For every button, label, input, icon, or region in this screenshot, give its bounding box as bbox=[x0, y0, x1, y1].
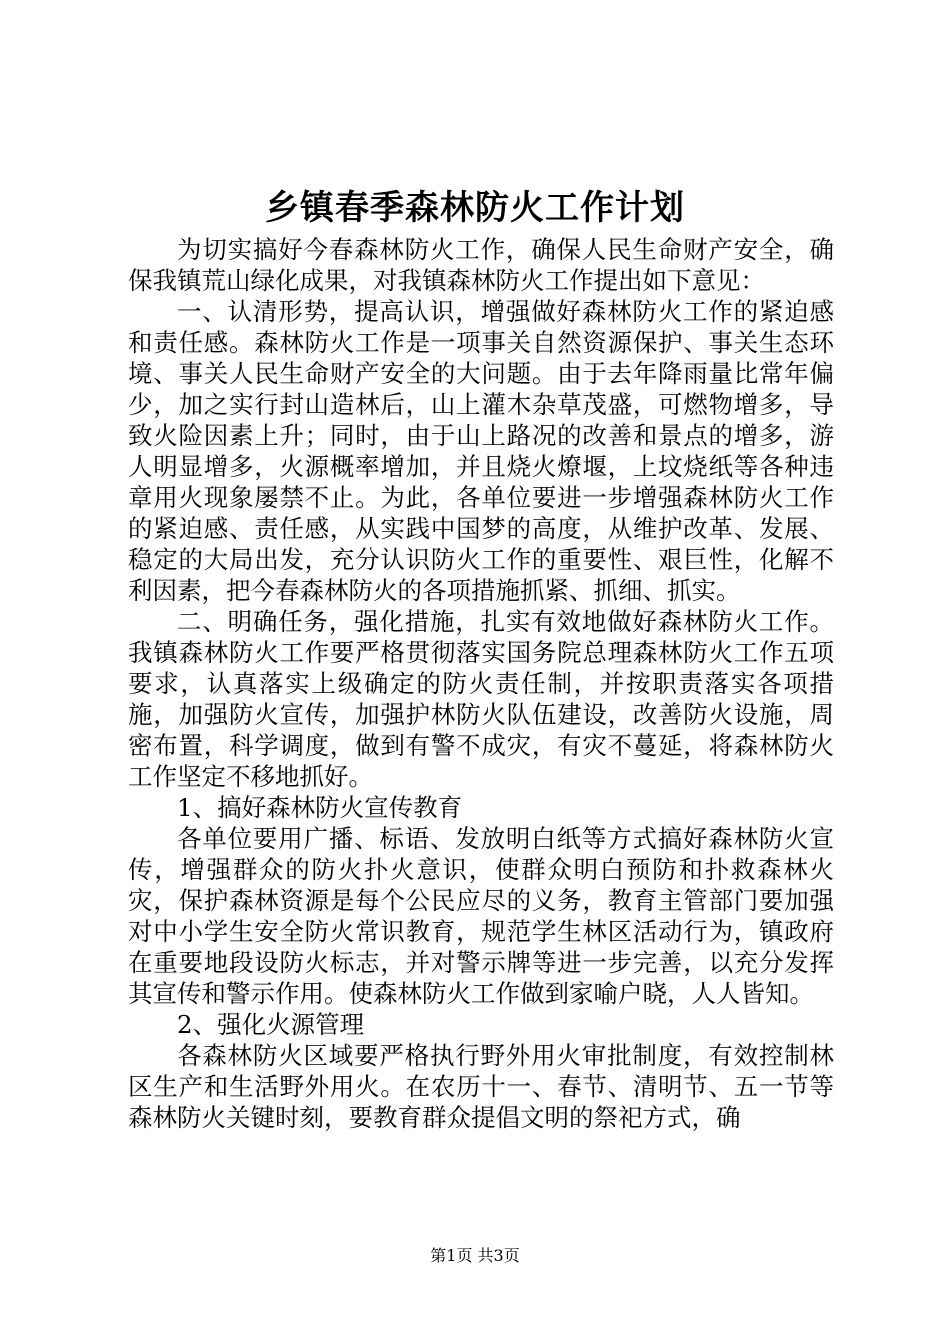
page-footer: 第1页 共3页 bbox=[430, 1246, 520, 1265]
paragraph-section-1: 一、认清形势，提高认识，增强做好森林防火工作的紧迫感和责任感。森林防火工作是一项事关自然资源保护、事关生态环境、事关人民生命财产安全的大问题。由于去年降雨量比常年偏少，加之实行封山造林后，山上灌木杂草茂盛，可燃物增多，导致火险因素上升；同时，由于山上路况的改善和景点的增多，游人明显增多，火源概率增加，并且烧火燎堰，上坟烧纸等各种违章用火现象屡禁不止。为此，各单位要进一步增强森林防火工作的紧迫感、责任感，从实践中国梦的高度，从维护改革、发展、稳定的大局出发，充分认识防火工作的重要性、艰巨性，化解不利因素，把今春森林防火的各项措施抓紧、抓细、抓实。 bbox=[128, 297, 834, 605]
subheading-publicity: 1、搞好森林防火宣传教育 bbox=[177, 793, 463, 822]
document-title: 乡镇春季森林防火工作计划 bbox=[265, 188, 685, 228]
paragraph-section-2: 二、明确任务，强化措施，扎实有效地做好森林防火工作。我镇森林防火工作要严格贯彻落实国务院总理森林防火工作五项要求，认真落实上级确定的防火责任制，并按职责落实各项措施，加强防火宣传，加强护林防火队伍建设，改善防火设施，周密布置，科学调度，做到有警不成灾，有灾不蔓延，将森林防火工作坚定不移地抓好。 bbox=[128, 607, 834, 791]
subheading-fire-source: 2、强化火源管理 bbox=[177, 1010, 365, 1039]
paragraph-publicity: 各单位要用广播、标语、发放明白纸等方式搞好森林防火宣传，增强群众的防火扑火意识，使群众明白预防和扑救森林火灾，保护森林资源是每个公民应尽的义务，教育主管部门要加强对中小学生安全防火常识教育，规范学生林区活动行为，镇政府在重要地段设防火标志，并对警示牌等进一步完善，以充分发挥其宣传和警示作用。使森林防火工作做到家喻户晓，人人皆知。 bbox=[128, 824, 834, 1008]
paragraph-intro: 为切实搞好今春森林防火工作，确保人民生命财产安全，确保我镇荒山绿化成果，对我镇森林防火工作提出如下意见： bbox=[128, 235, 834, 295]
paragraph-fire-source: 各森林防火区域要严格执行野外用火审批制度，有效控制林区生产和生活野外用火。在农历十一、春节、清明节、五一节等森林防火关键时刻，要教育群众提倡文明的祭祀方式，确 bbox=[128, 1041, 834, 1132]
document-body bbox=[128, 234, 834, 1133]
